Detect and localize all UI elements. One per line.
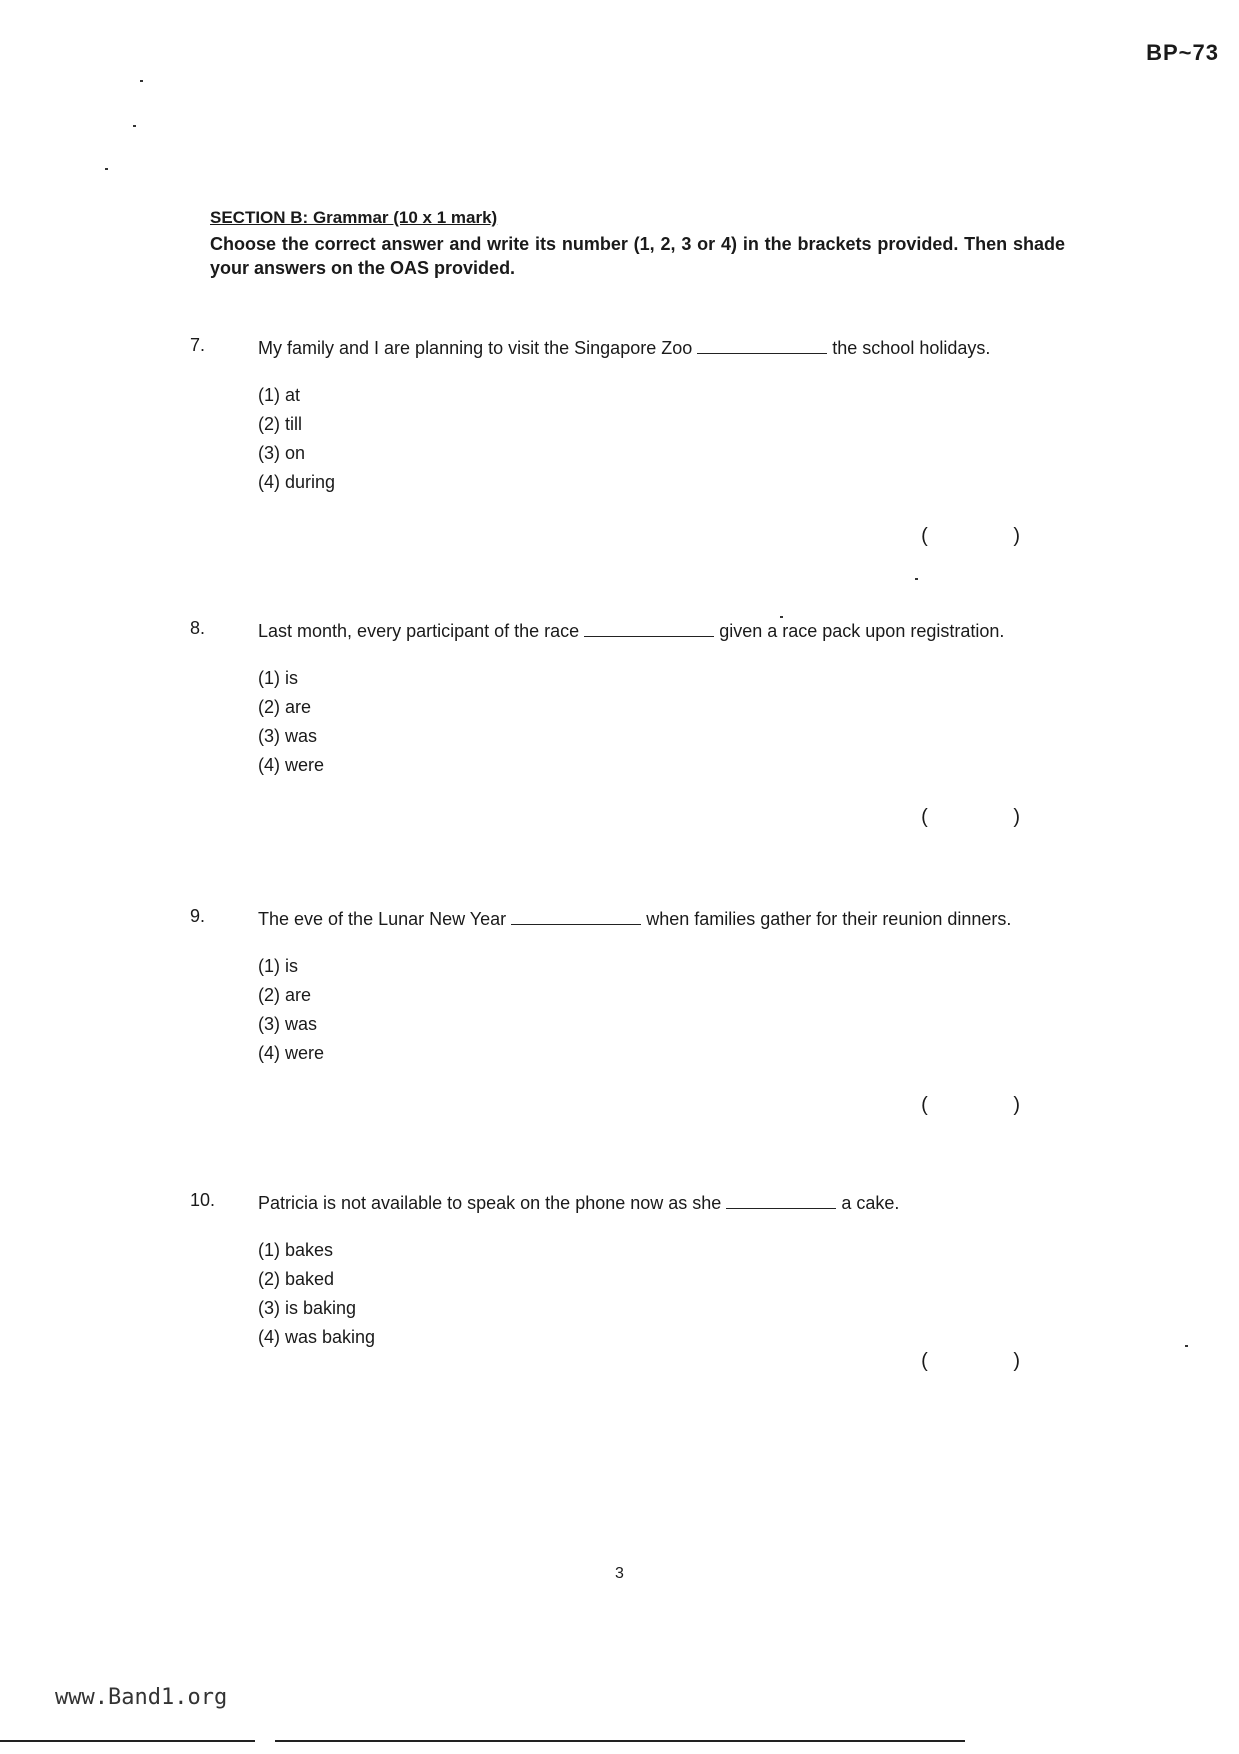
question-stem (258, 618, 1058, 644)
footer-rule (275, 1740, 965, 1742)
answer-brackets[interactable]: ( ) (921, 1094, 1060, 1116)
stem-after-blank: the school holidays. (832, 338, 991, 358)
watermark-text: www.Band1.org (55, 1685, 228, 1710)
stem-before-blank: Patricia is not available to speak on the phone now as she (258, 1193, 722, 1213)
option: (1) bakes (258, 1240, 334, 1260)
option: (4) during (258, 472, 336, 492)
page-code: BP~73 (1146, 40, 1219, 65)
option: (1) at (258, 385, 301, 405)
stem-after-blank: given a race pack upon registration. (719, 621, 1005, 641)
answer-brackets[interactable]: ( ) (921, 525, 1060, 547)
scan-speck (133, 125, 136, 127)
question-body (258, 618, 1058, 780)
question-number: 7. (190, 335, 206, 355)
stem-before-blank: The eve of the Lunar New Year (258, 909, 507, 929)
option-list (258, 952, 1058, 1068)
footer-rule (0, 1740, 255, 1742)
answer-brackets[interactable]: ( ) (921, 806, 1060, 828)
answer-brackets[interactable]: ( ) (921, 1350, 1060, 1372)
page-number: 3 (615, 1565, 624, 1582)
section-title: SECTION B: Grammar (10 x 1 mark) (210, 208, 498, 227)
stem-after-blank: a cake. (841, 1193, 900, 1213)
option: (1) is (258, 956, 298, 976)
answer-blank (584, 622, 714, 637)
scan-speck (1185, 1345, 1188, 1347)
option: (3) was (258, 726, 318, 746)
answer-blank (697, 339, 827, 354)
question-stem (258, 906, 1058, 932)
option-list (258, 1236, 1058, 1352)
stem-after-blank: when families gather for their reunion dinners. (646, 909, 1012, 929)
option-list (258, 381, 1058, 497)
question-number: 8. (190, 618, 206, 638)
scan-speck (105, 168, 108, 170)
scan-speck (140, 80, 143, 82)
scan-speck (915, 578, 918, 580)
answer-blank (511, 910, 641, 925)
option: (2) till (258, 414, 302, 434)
section-header (210, 208, 1065, 280)
option-list (258, 664, 1058, 780)
option: (4) were (258, 755, 325, 775)
option: (1) is (258, 668, 298, 688)
option: (3) was (258, 1014, 318, 1034)
question-body (258, 1190, 1058, 1352)
question-body (258, 335, 1058, 497)
section-instructions: Choose the correct answer and write its number (1, 2, 3 or 4) in the brackets provided. Then shade your answers on the OAS provided. (210, 234, 1065, 278)
option: (4) was baking (258, 1327, 376, 1347)
question-stem (258, 335, 1058, 361)
answer-blank (726, 1194, 836, 1209)
option: (3) on (258, 443, 306, 463)
option: (2) baked (258, 1269, 335, 1289)
option: (4) were (258, 1043, 325, 1063)
option: (2) are (258, 697, 312, 717)
question-number: 9. (190, 906, 206, 926)
question-number: 10. (190, 1190, 216, 1210)
option: (3) is baking (258, 1298, 357, 1318)
question-body (258, 906, 1058, 1068)
option: (2) are (258, 985, 312, 1005)
stem-before-blank: My family and I are planning to visit the Singapore Zoo (258, 338, 693, 358)
stem-before-blank: Last month, every participant of the race (258, 621, 580, 641)
question-stem (258, 1190, 1058, 1216)
